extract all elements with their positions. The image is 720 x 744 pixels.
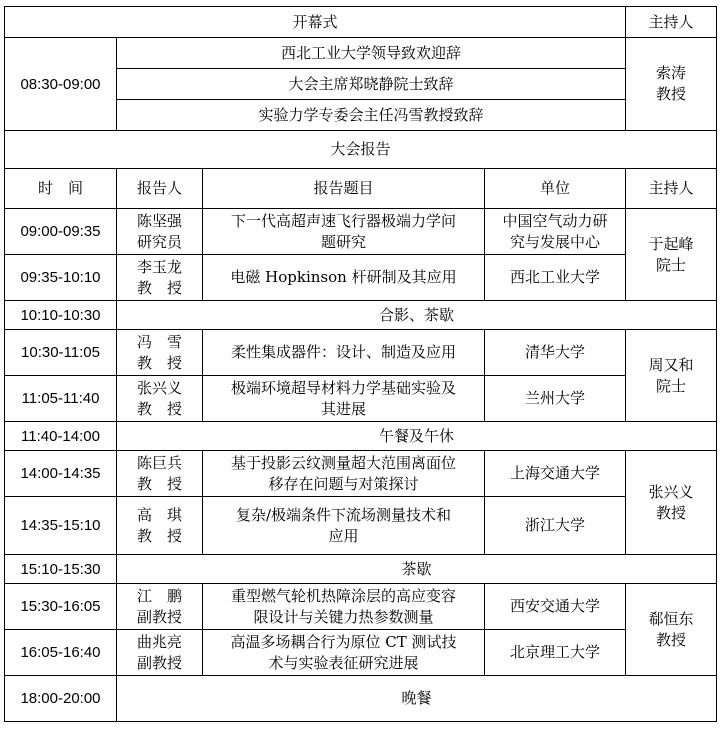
break-label: 午餐及午休 [117,422,717,451]
break-time: 15:10-15:30 [5,555,117,584]
speaker [117,584,203,630]
host-title: 教授 [656,630,687,649]
host-name: 郗恒东 [648,609,694,628]
title-line: 极端环境超导材料力学基础实验及 [230,378,456,397]
break-row [5,676,717,722]
title-line: 其进展 [320,399,366,418]
speaker-title: 副教授 [136,653,182,672]
host-name: 于起峰 [648,234,694,253]
opening-item-row [5,38,717,69]
title-line: 题研究 [320,232,366,251]
break-row [5,555,717,584]
speaker [117,255,203,301]
plenary-header-row [5,131,717,169]
talk-time: 10:30-11:05 [5,330,117,376]
session-host [626,209,717,301]
talk-unit [485,209,626,255]
speaker [117,497,203,555]
speaker [117,330,203,376]
host-title: 院士 [656,255,687,274]
speaker-title: 教 授 [136,474,182,493]
talk-unit [485,376,626,422]
column-header: 主持人 [626,169,717,209]
session-host [626,330,717,422]
title-line: 柔性集成器件：设计、制造及应用 [230,343,456,361]
column-header: 单位 [485,169,626,209]
talk-time: 14:00-14:35 [5,451,117,497]
talk-row [5,451,717,497]
title-line: 重型燃气轮机热障涂层的高应变容 [230,586,456,605]
speaker-title: 教 授 [136,353,182,372]
opening-header: 开幕式 [5,7,626,38]
host-title: 教授 [656,503,687,522]
talk-time: 09:00-09:35 [5,209,117,255]
opening-item: 西北工业大学领导致欢迎辞 [117,38,626,69]
column-header: 时 间 [5,169,117,209]
speaker-name: 李玉龙 [136,257,182,276]
title-line: 术与实验表征研究进展 [268,653,419,672]
agenda-table [4,6,717,722]
host-name: 张兴义 [648,482,694,501]
speaker-name: 曲兆亮 [136,632,182,651]
speaker-name: 陈坚强 [136,211,182,230]
speaker-name: 陈巨兵 [136,453,182,472]
title-line: 移存在问题与对策探讨 [268,474,419,493]
opening-item: 实验力学专委会主任冯雪教授致辞 [117,100,626,131]
plenary-header: 大会报告 [5,131,717,169]
speaker-name: 高 琪 [136,505,182,524]
talk-title [203,330,485,376]
talk-unit [485,330,626,376]
talk-unit [485,497,626,555]
column-header: 报告人 [117,169,203,209]
unit-line: 上海交通大学 [510,464,601,482]
title-line: 复杂/极端条件下流场测量技术和 [235,505,452,524]
talk-title [203,630,485,676]
speaker-name: 冯 雪 [136,332,182,351]
talk-row [5,497,717,555]
talk-title [203,209,485,255]
host-name: 周又和 [648,355,694,374]
talk-title [203,255,485,301]
talk-title [203,497,485,555]
session-host [626,584,717,676]
talk-time: 15:30-16:05 [5,584,117,630]
title-line: 电磁 Hopkinson 杆研制及其应用 [230,268,457,286]
talk-title [203,451,485,497]
talk-unit [485,255,626,301]
title-line: 应用 [328,526,359,545]
talk-row [5,255,717,301]
title-line: 基于投影云纹测量超大范围离面位 [230,453,456,472]
column-header-row [5,169,717,209]
opening-time: 08:30-09:00 [5,38,117,131]
talk-time: 11:05-11:40 [5,376,117,422]
speaker-name: 江 鹏 [136,586,182,605]
talk-unit [485,630,626,676]
unit-line: 清华大学 [525,343,586,361]
host-header: 主持人 [626,7,717,38]
opening-host [626,38,717,131]
unit-line: 兰州大学 [525,389,586,407]
break-row [5,301,717,330]
talk-title [203,376,485,422]
talk-row [5,209,717,255]
unit-line: 浙江大学 [525,516,586,534]
break-row [5,422,717,451]
talk-row [5,630,717,676]
speaker [117,630,203,676]
speaker [117,451,203,497]
unit-line: 中国空气动力研 [502,211,608,230]
column-header: 报告题目 [203,169,485,209]
talk-row [5,584,717,630]
host-title: 教授 [656,85,687,103]
talk-row [5,376,717,422]
host-name: 索涛 [656,64,687,82]
unit-line: 西北工业大学 [510,268,601,286]
break-label: 合影、茶歇 [117,301,717,330]
talk-row [5,330,717,376]
unit-line: 西安交通大学 [510,597,601,615]
talk-time: 14:35-15:10 [5,497,117,555]
talk-unit [485,451,626,497]
break-label: 晚餐 [117,676,717,722]
opening-header-row [5,7,717,38]
speaker-title: 副教授 [136,607,182,626]
break-time: 18:00-20:00 [5,676,117,722]
session-host [626,451,717,555]
break-time: 11:40-14:00 [5,422,117,451]
speaker [117,209,203,255]
title-line: 高温多场耦合行为原位 CT 测试技 [230,632,457,651]
title-line: 下一代高超声速飞行器极端力学问 [230,211,456,230]
title-line: 限设计与关键力热参数测量 [253,607,434,626]
talk-time: 16:05-16:40 [5,630,117,676]
opening-item: 大会主席郑晓静院士致辞 [117,69,626,100]
talk-unit [485,584,626,630]
speaker-title: 教 授 [136,278,182,297]
speaker [117,376,203,422]
speaker-title: 教 授 [136,526,182,545]
speaker-name: 张兴义 [136,378,182,397]
speaker-title: 研究员 [136,232,182,251]
break-time: 10:10-10:30 [5,301,117,330]
host-title: 院士 [656,376,687,395]
talk-time: 09:35-10:10 [5,255,117,301]
break-label: 茶歇 [117,555,717,584]
speaker-title: 教 授 [136,399,182,418]
talk-title [203,584,485,630]
unit-line: 北京理工大学 [510,643,601,661]
unit-line: 究与发展中心 [510,232,601,251]
